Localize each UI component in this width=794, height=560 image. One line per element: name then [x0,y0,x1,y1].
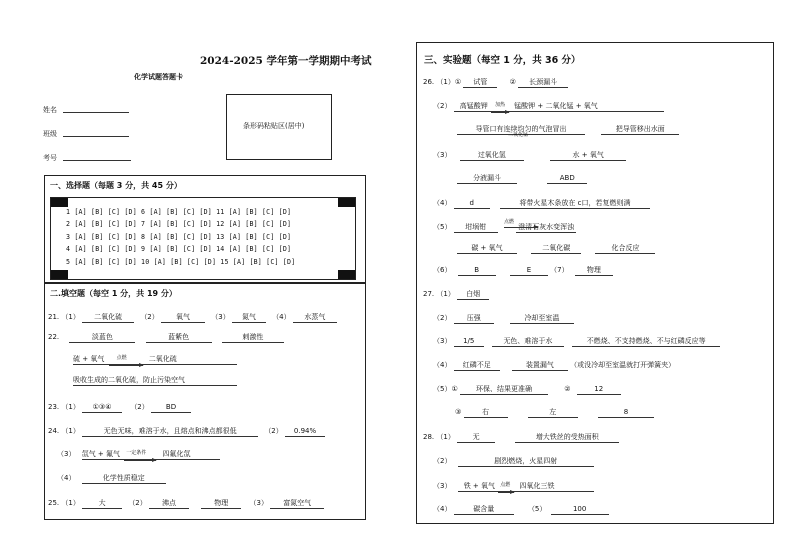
q21-row [48,312,337,323]
q26-line3b [457,174,587,184]
answer-blank[interactable]: 长颈漏斗 [518,78,568,88]
experiment-section-title: 三、实验题（每空 1 分，共 36 分） [424,55,581,66]
q26-line3 [433,132,626,161]
part-label: （3） [211,313,230,321]
fill-blank-section [44,282,366,520]
equation-right: 锰酸钾 + 二氧化锰 + 氧气 [514,102,598,110]
answer-blank[interactable]: 淡蓝色 [69,333,135,343]
q27-line6 [455,408,654,418]
q28-line3 [433,481,594,492]
part-label: （1） [61,313,80,321]
part-label: （3） [433,151,452,159]
q27-line5 [433,384,621,395]
answer-blank[interactable]: ABD [547,174,587,184]
answer-blank[interactable]: 100 [551,505,609,515]
q24-row [48,426,325,437]
class-field[interactable] [63,136,129,137]
answer-blank[interactable]: 物理 [575,266,613,276]
barcode-area [226,94,332,160]
exam-no-field[interactable] [63,160,131,161]
answer-blank[interactable]: 刺激性 [222,333,284,343]
answer-blank[interactable]: 0.94% [285,427,325,437]
q28-line4 [433,504,609,515]
reaction-condition: 加热 [494,102,505,108]
answer-blank[interactable]: 化合反应 [595,244,655,254]
omr-grid [50,197,356,280]
choice-section-title: 一、选择题（每题 3 分，共 45 分） [50,181,182,190]
answer-blank[interactable]: 碳 + 氧气 [457,244,517,254]
q24-equation-row [57,449,220,460]
answer-blank[interactable]: 氧气 [161,313,205,323]
part-label: （2） [140,313,159,321]
q22-equation[interactable] [73,354,237,365]
part-label: （5） [433,223,452,231]
q-number: 22. [48,333,60,341]
q28-line1 [423,432,619,443]
q-number: 26. [423,78,435,86]
q-number: 23. [48,403,60,411]
q23-row [48,402,191,413]
corner-mark [338,270,355,279]
equation-right: 二氧化硫 [148,355,177,363]
equation-right: 四氟化氙 [162,450,191,458]
answer-blank[interactable]: 右 [464,408,508,418]
part-label: （6） [433,266,452,274]
answer-blank[interactable]: 不燃烧、不支持燃烧、不与红磷反应等 [572,337,720,347]
part-label: （4） [57,474,76,482]
q26-line1 [423,77,568,88]
answer-blank[interactable]: 8 [598,408,654,418]
answer-blank[interactable]: 环保、结果更准确 [460,385,548,395]
part-label: （1） [61,427,80,435]
reaction-condition: 一定条件 [126,450,147,456]
q26-equation-1[interactable] [454,101,664,112]
q27-line1 [423,289,489,300]
q-number: 28. [423,433,435,441]
answer-blank[interactable]: d [454,199,490,209]
part-label: （1） [436,290,455,298]
part-label: （2） [433,314,452,322]
omr-row[interactable]: 4 [A] [B] [C] [D] 9 [A] [B] [C] [D] 14 [A] [B] [C] [D] [66,245,292,253]
part-label: （3） [433,337,452,345]
exam-no-label: 考号 [43,154,57,162]
answer-blank[interactable]: 把导管移出水面 [601,125,679,135]
answer-blank[interactable]: 剧烈燃烧，火星四射 [458,457,594,467]
q26-line2b [457,125,679,135]
answer-blank[interactable]: 坩埚钳 [454,223,498,233]
answer-blank[interactable]: ①③④ [82,403,122,413]
part-label: ② [509,78,516,86]
reaction-condition: 点燃 [116,355,127,361]
answer-blank[interactable]: 无色、难溶于水 [492,337,564,347]
q24-equation[interactable] [82,449,220,460]
q26-line4 [433,198,650,209]
equation-left: 氙气 + 氟气 [81,450,121,458]
experiment-section [416,42,774,524]
answer-blank[interactable]: B [458,266,496,276]
reaction-condition: 点燃 [500,482,511,488]
corner-mark [338,198,355,207]
q26-line5 [433,219,576,233]
part-label: （4） [272,313,291,321]
part-label: （2） [128,499,147,507]
part-label: ③ [455,408,462,416]
q-number: 27. [423,290,435,298]
part-label: （4） [433,199,452,207]
choice-section [44,175,366,284]
answer-sheet-subtitle: 化学试题答题卡 [134,73,183,81]
answer-blank[interactable]: 白烟 [457,290,489,300]
q27-line2 [433,313,574,324]
q26-line6 [433,265,613,276]
answer-blank[interactable]: 无 [457,433,495,443]
name-field[interactable] [63,112,129,113]
answer-blank[interactable]: 导管口有连续均匀的气泡冒出 [457,125,585,135]
q25-row [48,498,324,509]
part-label: ② [564,385,571,393]
answer-blank[interactable]: 大 [82,499,122,509]
equation-left: 高锰酸钾 [459,102,488,110]
answer-blank[interactable]: 氮气 [232,313,266,323]
q-number: 24. [48,427,60,435]
answer-blank[interactable]: 蓝紫色 [146,333,212,343]
omr-row[interactable]: 1 [A] [B] [C] [D] 6 [A] [B] [C] [D] 11 [A] [B] [C] [D] [66,208,292,216]
q28-line2 [433,456,594,467]
q27-line4 [433,360,675,371]
answer-blank[interactable]: 红磷不足 [454,361,500,371]
answer-blank[interactable]: 装置漏气 [512,361,568,371]
q28-equation[interactable] [458,481,594,492]
part-label: （2） [130,403,149,411]
answer-blank[interactable]: 碳含量 [454,505,514,515]
answer-blank[interactable]: 12 [577,385,621,395]
part-label: （7） [550,266,569,274]
corner-mark [51,198,68,207]
omr-row[interactable]: 3 [A] [B] [C] [D] 8 [A] [B] [C] [D] 13 [A] [B] [C] [D] [66,233,292,241]
q24-part4 [57,473,166,484]
part-label: （2） [433,102,452,110]
exam-title: 2024-2025 学年第一学期期中考试 [200,55,372,67]
answer-blank[interactable]: 将带火星木条放在 c口，若复燃则满 [500,199,650,209]
answer-blank[interactable]: 过氧化氢 [460,151,524,161]
part-label: （4） [433,505,452,513]
q22-purpose[interactable]: 吸收生成的二氧化硫，防止污染空气 [73,375,237,386]
answer-blank[interactable]: 分液漏斗 [457,174,517,184]
answer-blank[interactable]: 增大铁丝的受热面积 [515,433,619,443]
part-label: （3） [433,482,452,490]
part-label: （3） [249,499,268,507]
q26-line5b [457,244,655,254]
answer-blank[interactable]: 水 + 氧气 [550,151,626,161]
part-label: （1）① [436,78,462,86]
note-text: （或没冷却至室温就打开弹簧夹） [570,361,676,369]
q22-row [48,333,284,343]
part-label: （5） [527,505,547,513]
q26-line2 [433,101,664,112]
answer-blank[interactable]: 二氧化碳 [531,244,581,254]
answer-blank[interactable]: 1/5 [454,337,484,347]
q27-line3 [433,336,720,347]
part-label: （4） [433,361,452,369]
reaction-condition: 二氧化锰 [507,132,528,138]
equation-left: 铁 + 氧气 [463,482,496,490]
omr-row[interactable]: 2 [A] [B] [C] [D] 7 [A] [B] [C] [D] 12 [A] [B] [C] [D] [66,220,292,228]
answer-blank[interactable]: 压强 [454,314,494,324]
part-label: （2） [433,457,452,465]
equation-left: 硫 + 氧气 [73,355,105,363]
part-label: （1） [61,403,80,411]
answer-blank[interactable]: BD [151,403,191,413]
part-label: （3） [57,450,76,458]
answer-blank[interactable]: E [510,266,548,276]
answer-blank[interactable]: 化学性质稳定 [82,474,166,484]
answer-blank[interactable]: 左 [528,408,578,418]
answer-blank[interactable]: 澄清石灰水变浑浊 [518,223,575,231]
reaction-condition: 点燃 [503,219,514,225]
answer-blank[interactable]: 物理 [201,499,241,509]
answer-blank[interactable]: 水蒸气 [293,313,337,323]
name-label: 姓名 [43,106,57,114]
class-label: 班级 [43,130,57,138]
answer-blank[interactable]: 富氮空气 [270,499,324,509]
q-number: 25. [48,499,60,507]
answer-blank[interactable]: 二氧化硫 [82,313,134,323]
fill-section-title: 二.填空题（每空 1 分，共 19 分） [50,289,177,298]
answer-blank[interactable]: 无色无味，难溶于水，且熔点和沸点都很低 [82,427,258,437]
part-label: （1） [436,433,455,441]
part-label: （1） [61,499,80,507]
q-number: 21. [48,313,60,321]
barcode-label: 条形码粘贴区(居中) [243,122,305,130]
part-label: （2） [264,427,283,435]
answer-blank[interactable]: 试管 [463,78,497,88]
equation-right: 四氧化三铁 [519,482,555,490]
answer-blank[interactable]: 冷却至室温 [510,314,574,324]
part-label: （5）① [433,385,458,393]
answer-blank[interactable]: 沸点 [149,499,189,509]
corner-mark [51,270,68,279]
omr-row[interactable]: 5 [A] [B] [C] [D] 10 [A] [B] [C] [D] 15 [A] [B] [C] [D] [66,258,296,266]
